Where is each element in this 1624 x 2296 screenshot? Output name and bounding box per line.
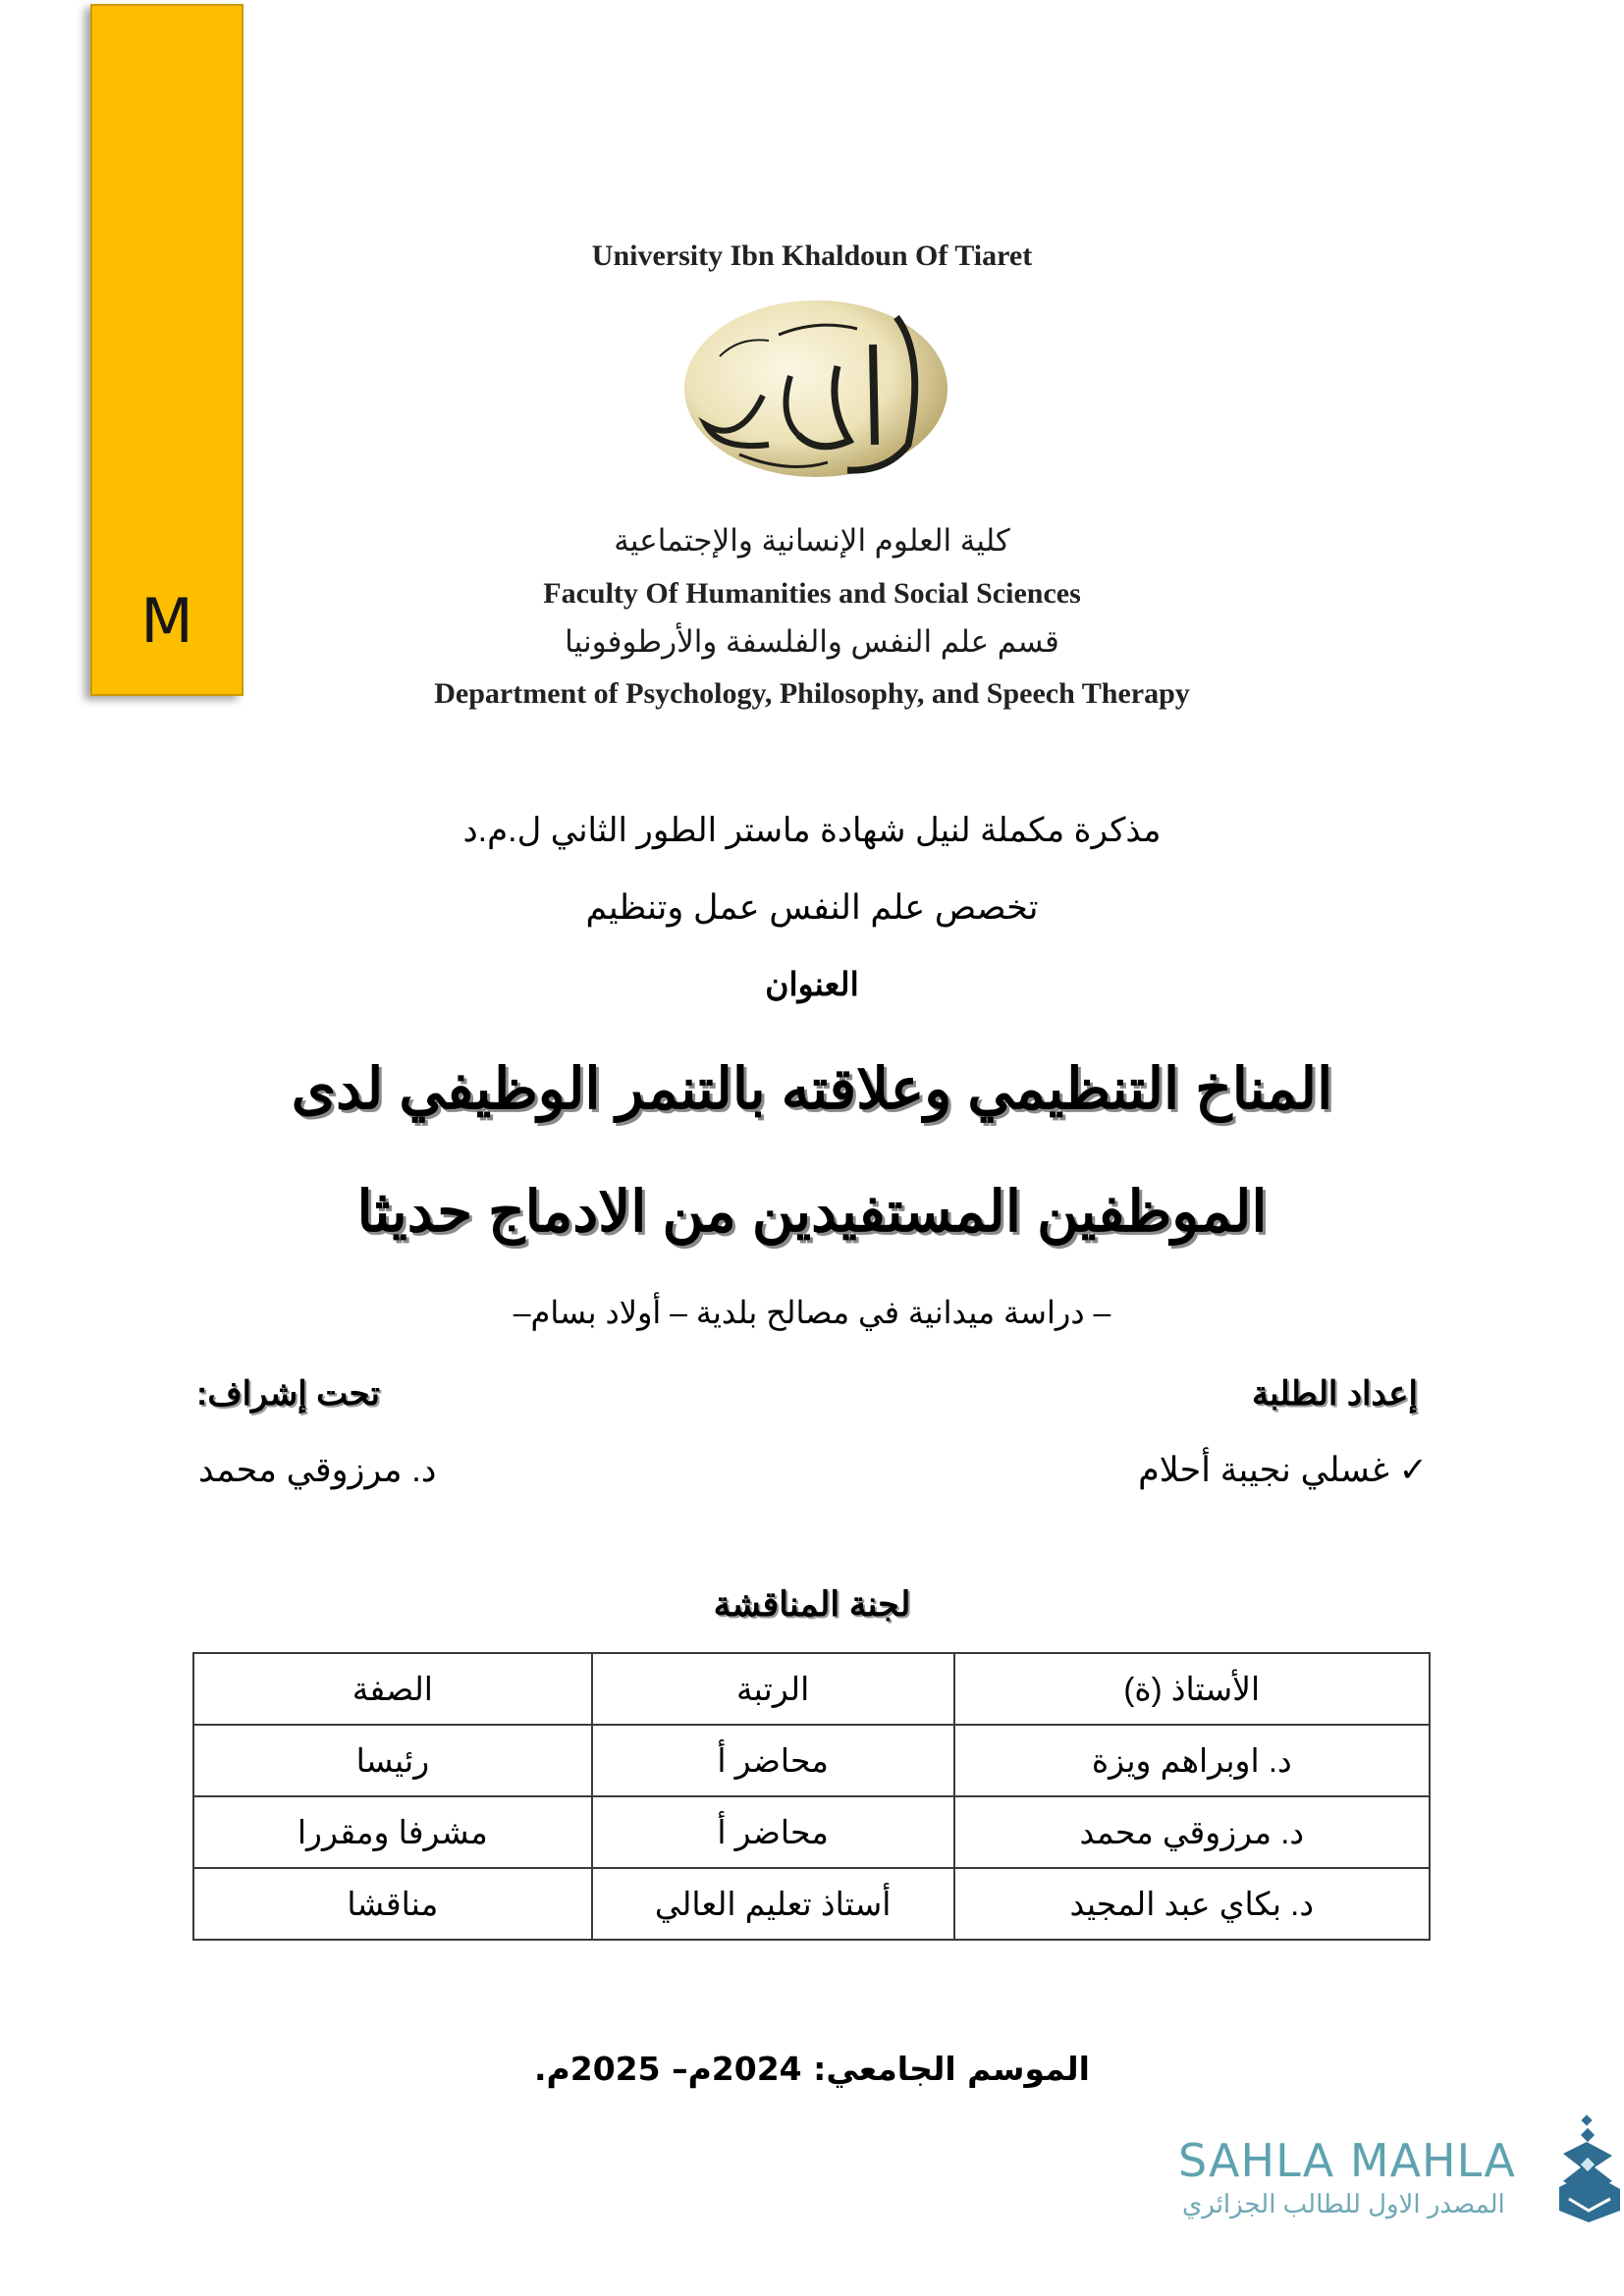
member-name: د. مرزوقي محمد	[954, 1796, 1430, 1868]
column-header-name: الأستاذ (ة)	[954, 1653, 1430, 1725]
faculty-arabic: كلية العلوم الإنسانية والإجتماعية	[614, 523, 1010, 558]
checkmark-icon: ✓	[1398, 1451, 1428, 1489]
supervisor-name: د. مرزوقي محمد	[198, 1451, 437, 1489]
table-header-row	[193, 1653, 1430, 1725]
faculty-english: Faculty Of Humanities and Social Sciences	[543, 577, 1081, 610]
watermark-title: SAHLA MAHLA	[1178, 2134, 1516, 2187]
university-logo-icon	[680, 297, 951, 480]
member-role: مناقشا	[193, 1868, 592, 1940]
committee-table	[192, 1652, 1431, 1941]
specialty-line: تخصص علم النفس عمل وتنظيم	[585, 888, 1039, 927]
department-english: Department of Psychology, Philosophy, and Speech Therapy	[434, 677, 1190, 710]
thesis-title-line-1: المناخ التنظيمي وعلاقته بالتنمر الوظيفي لدى	[291, 1057, 1333, 1121]
member-role: مشرفا ومقررا	[193, 1796, 592, 1868]
title-label: العنوان	[765, 966, 859, 1002]
degree-line: مذكرة مكملة لنيل شهادة ماستر الطور الثاني ل.م.د	[462, 812, 1162, 849]
member-role: رئيسا	[193, 1725, 592, 1796]
table-row	[193, 1796, 1430, 1868]
thesis-title-line-2: الموظفين المستفيدين من الادماج حديثا	[356, 1180, 1268, 1244]
student-name: غسلي نجيبة أحلام	[1138, 1451, 1389, 1489]
column-header-role: الصفة	[193, 1653, 592, 1725]
university-name: University Ibn Khaldoun Of Tiaret	[591, 240, 1033, 272]
student-name-item	[1138, 1451, 1428, 1490]
member-name: د. اوبراهم ويزة	[954, 1725, 1430, 1796]
department-arabic: قسم علم النفس والفلسفة والأرطوفونيا	[565, 624, 1059, 659]
sidebar-letter: M	[140, 585, 193, 657]
member-rank: محاضر أ	[592, 1725, 954, 1796]
watermark-logo	[1178, 2110, 1624, 2228]
committee-heading: لجنة المناقشة	[713, 1585, 911, 1624]
table-row	[193, 1725, 1430, 1796]
calligraphy-emblem-icon	[1555, 2112, 1624, 2226]
table-row	[193, 1868, 1430, 1940]
study-subtitle: – دراسة ميدانية في مصالح بلدية – أولاد بسام–	[513, 1295, 1111, 1330]
supervisor-heading: تحت إشراف:	[196, 1375, 380, 1413]
member-rank: أستاذ تعليم العالي	[592, 1868, 954, 1940]
watermark-subtitle: المصدر الاول للطالب الجزائري	[1182, 2189, 1505, 2218]
student-heading: إعداد الطلبة	[1251, 1375, 1418, 1413]
column-header-rank: الرتبة	[592, 1653, 954, 1725]
academic-year: الموسم الجامعي: 2024م– 2025م.	[534, 2050, 1090, 2088]
member-rank: محاضر أ	[592, 1796, 954, 1868]
member-name: د. بكاي عبد المجيد	[954, 1868, 1430, 1940]
